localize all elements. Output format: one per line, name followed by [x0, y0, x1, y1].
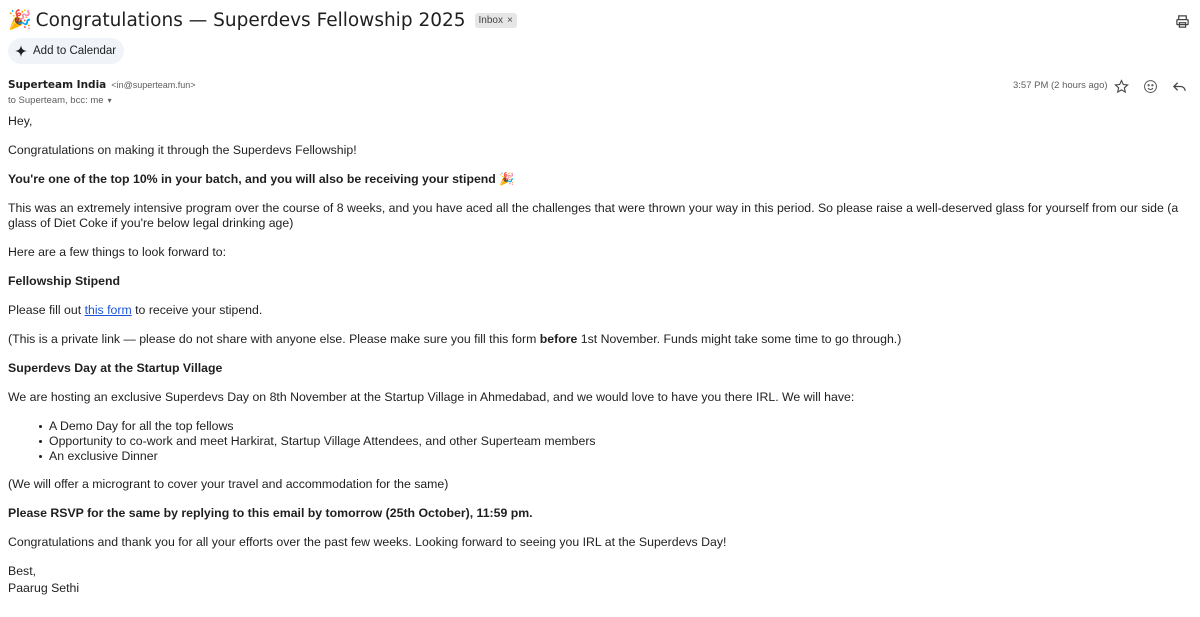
sender-email: <in@superteam.fun> [111, 80, 196, 90]
signature: Paarug Sethi [8, 581, 80, 595]
superdevs-day-paragraph: We are hosting an exclusive Superdevs Day on 8th November at the Startup Village in Ahmedabad, and we would love to have you there IRL. We will have: [8, 390, 855, 404]
sender-row [8, 79, 196, 91]
email-subject: Congratulations — Superdevs Fellowship 2025 [35, 9, 466, 31]
recipients-row [8, 95, 112, 106]
remove-label-icon[interactable]: × [507, 14, 513, 26]
private-link-pre: (This is a private link — please do not share with anyone else. Please make sure you fill this form [8, 332, 537, 346]
party-popper-emoji: 🎉 [8, 10, 32, 31]
look-forward-line: Here are a few things to look forward to: [8, 245, 227, 259]
list-item: An exclusive Dinner [49, 449, 1198, 464]
stipend-form-post: to receive your stipend. [135, 303, 263, 317]
inbox-label-chip[interactable] [475, 13, 517, 28]
add-to-calendar-button[interactable] [8, 38, 124, 64]
star-icon[interactable] [1114, 79, 1129, 94]
sender-name[interactable]: Superteam India [8, 79, 107, 91]
greeting: Hey, [8, 114, 33, 128]
stipend-form-link[interactable]: this form [84, 303, 132, 317]
inbox-label-text: Inbox [478, 14, 503, 26]
superdevs-day-heading: Superdevs Day at the Startup Village [8, 361, 223, 375]
subject-row [8, 8, 517, 32]
program-paragraph: This was an extremely intensive program over the course of 8 weeks, and you have aced all the challenges that were thrown your way in this period. So please raise a well-deserved glass for yourself from our side (a glass of Diet Coke if you're below legal drinking age) [8, 201, 1179, 230]
sparkle-icon [15, 45, 27, 57]
email-timestamp: 3:57 PM (2 hours ago) [1013, 80, 1108, 91]
top-ten-percent-line [8, 172, 1198, 187]
reply-icon[interactable] [1172, 79, 1187, 94]
signoff: Best, [8, 564, 37, 578]
top-ten-percent-text: You're one of the top 10% in your batch, and you will also be receiving your stipend [8, 172, 496, 186]
list-item: A Demo Day for all the top fellows [49, 419, 1198, 434]
congrats-line: Congratulations on making it through the Superdevs Fellowship! [8, 143, 357, 157]
add-to-calendar-label: Add to Calendar [33, 45, 117, 57]
print-icon[interactable] [1175, 14, 1190, 29]
stipend-heading: Fellowship Stipend [8, 274, 121, 288]
private-link-bold: before [539, 332, 578, 346]
stipend-form-pre: Please fill out [8, 303, 82, 317]
emoji-react-icon[interactable] [1143, 79, 1158, 94]
email-body [8, 114, 1198, 596]
stipend-form-line [8, 303, 1198, 318]
private-link-post: 1st November. Funds might take some time to go through.) [580, 332, 902, 346]
event-list [8, 419, 1198, 464]
rsvp-line: Please RSVP for the same by replying to this email by tomorrow (25th October), 11:59 pm. [8, 506, 533, 520]
private-link-note [8, 332, 1198, 347]
party-popper-emoji: 🎉 [499, 172, 515, 186]
closing-line: Congratulations and thank you for all your efforts over the past few weeks. Looking forward to seeing you IRL at the Superdevs Day! [8, 535, 727, 549]
list-item: Opportunity to co-work and meet Harkirat, Startup Village Attendees, and other Superteam members [49, 434, 1198, 449]
recipients-details-caret-icon[interactable]: ▾ [107, 96, 112, 105]
microgrant-line: (We will offer a microgrant to cover your travel and accommodation for the same) [8, 477, 449, 491]
recipients-text: to Superteam, bcc: me [8, 95, 104, 106]
